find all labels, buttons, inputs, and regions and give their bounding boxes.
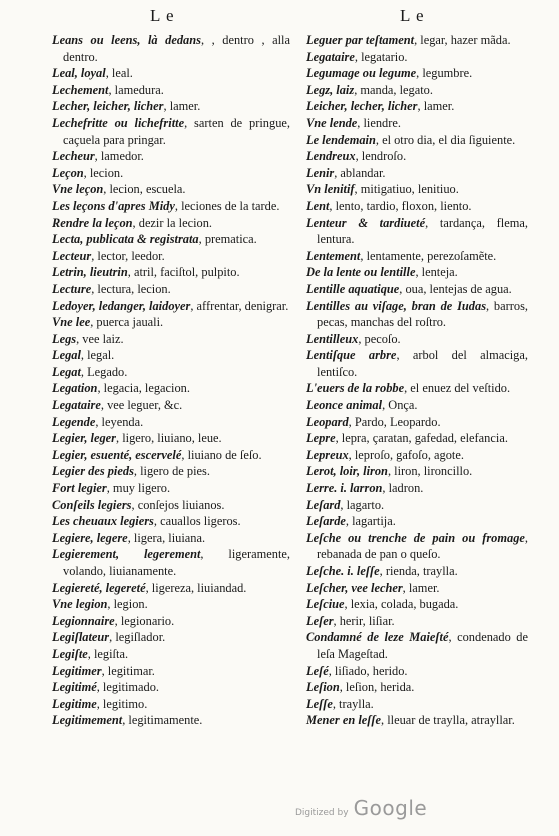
entry-translation: , ligereza, liuiandad. bbox=[145, 580, 247, 595]
entry-headword: Leſcher, vee lecher bbox=[306, 580, 403, 595]
dictionary-entry bbox=[52, 347, 290, 364]
dictionary-entry bbox=[306, 580, 528, 597]
dictionary-entry bbox=[52, 546, 290, 579]
dictionary-entry bbox=[306, 613, 528, 630]
entry-translation: , el otro dia, el dia ſiguiente. bbox=[375, 132, 516, 147]
entry-translation: , lamedura. bbox=[108, 82, 164, 97]
entry-headword: Lenteur & tardiueté bbox=[306, 215, 426, 230]
dictionary-entry bbox=[306, 497, 528, 514]
entry-headword: Lecture bbox=[52, 281, 92, 296]
entry-headword: Leſion bbox=[306, 680, 340, 695]
entry-headword: Legataire bbox=[52, 398, 101, 413]
entry-headword: Lentiſque arbre bbox=[306, 348, 397, 363]
entry-headword: Leicher, lecher, licher bbox=[306, 99, 418, 114]
dictionary-entry bbox=[52, 712, 290, 729]
entry-headword: Lentilles au viſage, bran de Iudas bbox=[306, 298, 487, 313]
entry-translation: , legion. bbox=[107, 597, 148, 612]
entry-headword: Legier, leger bbox=[52, 431, 116, 446]
entry-translation: , leciones de la tarde. bbox=[174, 198, 280, 213]
entry-translation: , liuiano de ſeſo. bbox=[181, 447, 262, 462]
entry-translation: , lepra, çaratan, gafedad, elefancia. bbox=[335, 431, 508, 446]
entry-translation: , legacia, legacion. bbox=[97, 381, 190, 396]
entry-headword: Leſche ou trenche de pain ou fromage bbox=[306, 530, 525, 545]
entry-translation: , mitigatiuo, lenitiuo. bbox=[354, 182, 459, 197]
entry-headword: Leonce animal bbox=[306, 398, 383, 413]
dictionary-entry bbox=[52, 281, 290, 298]
dictionary-entry bbox=[52, 314, 290, 331]
entry-headword: Lecta, publicata & registrata bbox=[52, 232, 199, 247]
entry-translation: , leyenda. bbox=[95, 414, 144, 429]
entry-translation: , lleuar de traylla, atrayllar. bbox=[381, 713, 515, 728]
entry-translation: , manda, legato. bbox=[354, 82, 433, 97]
dictionary-entry bbox=[306, 447, 528, 464]
entry-headword: Leſciue bbox=[306, 597, 345, 612]
dictionary-entry bbox=[52, 679, 290, 696]
entry-headword: Lendreux bbox=[306, 149, 356, 164]
entry-headword: Letrin, lieutrin bbox=[52, 265, 128, 280]
dictionary-entry bbox=[52, 298, 290, 315]
entry-headword: Leſarde bbox=[306, 514, 346, 529]
entry-translation: , legitimar. bbox=[101, 663, 155, 678]
entry-headword: Legionnaire bbox=[52, 613, 115, 628]
dictionary-entry bbox=[306, 563, 528, 580]
entry-headword: L'euers de la robbe bbox=[306, 381, 405, 396]
dictionary-entry bbox=[306, 712, 528, 729]
entry-headword: Legataire bbox=[306, 49, 355, 64]
entry-headword: Lentement bbox=[306, 248, 361, 263]
entry-headword: Leçon bbox=[52, 165, 84, 180]
dictionary-entry bbox=[52, 198, 290, 215]
entry-headword: Vne leçon bbox=[52, 182, 104, 197]
entry-translation: , dezir la lecion. bbox=[132, 215, 213, 230]
entry-translation: , legumbre. bbox=[416, 66, 473, 81]
entry-headword: Lentilleux bbox=[306, 331, 359, 346]
entry-headword: De la lente ou lentille bbox=[306, 265, 416, 280]
entry-translation: , puerca jauali. bbox=[90, 315, 164, 330]
entry-translation: , legitimo. bbox=[96, 696, 148, 711]
entry-translation: , lagarto. bbox=[340, 497, 385, 512]
left-column bbox=[52, 32, 290, 729]
dictionary-entry bbox=[306, 463, 528, 480]
dictionary-entry bbox=[52, 165, 290, 182]
page-header bbox=[0, 6, 559, 30]
entry-translation: , pecoſo. bbox=[358, 331, 401, 346]
entry-translation: , legionario. bbox=[114, 613, 175, 628]
entry-translation: , lentamente, perezoſamẽte. bbox=[360, 248, 497, 263]
entry-headword: Condamné de leze Maieſté bbox=[306, 630, 449, 645]
entry-headword: Leguer par teſtament bbox=[306, 33, 415, 47]
entry-headword: Vne lee bbox=[52, 315, 91, 330]
entry-headword: Lecteur bbox=[52, 248, 92, 263]
entry-translation: , legiſlador. bbox=[109, 630, 166, 645]
entry-headword: Legz, laiz bbox=[306, 82, 355, 97]
dictionary-entry bbox=[52, 629, 290, 646]
header-left-guide: L e bbox=[150, 6, 175, 25]
entry-headword: Le lendemain bbox=[306, 132, 376, 147]
entry-headword: Leſſe bbox=[306, 696, 333, 711]
dictionary-entry bbox=[52, 380, 290, 397]
dictionary-entry bbox=[306, 132, 528, 149]
entry-translation: , leal. bbox=[105, 66, 133, 81]
entry-headword: Lecher, leicher, licher bbox=[52, 99, 164, 114]
entry-headword: Legier, esuenté, escervelé bbox=[52, 447, 182, 462]
entry-translation: , oua, lentejas de agua. bbox=[399, 281, 512, 296]
dictionary-entry bbox=[306, 380, 528, 397]
entry-headword: Conſeils legiers bbox=[52, 497, 132, 512]
entry-translation: , legar, hazer mãda. bbox=[414, 33, 511, 47]
entry-translation: , legal. bbox=[80, 348, 115, 363]
entry-translation: , traylla. bbox=[332, 696, 374, 711]
dictionary-entry bbox=[52, 65, 290, 82]
dictionary-entry bbox=[306, 629, 528, 662]
entry-headword: Leans ou leens, là dedans bbox=[52, 33, 201, 47]
dictionary-entry bbox=[306, 165, 528, 182]
dictionary-entry bbox=[306, 530, 528, 563]
dictionary-entry bbox=[306, 480, 528, 497]
entry-headword: Lentille aquatique bbox=[306, 281, 400, 296]
entry-headword: Rendre la leçon bbox=[52, 215, 133, 230]
dictionary-entry bbox=[306, 596, 528, 613]
entry-translation: , ligeramente, volando, liuianamente. bbox=[63, 547, 290, 578]
entry-translation: , lexia, colada, bugada. bbox=[344, 597, 459, 612]
entry-headword: Lecheur bbox=[52, 149, 95, 164]
entry-headword: Fort legier bbox=[52, 481, 107, 496]
entry-headword: Les cheuaux legiers bbox=[52, 514, 154, 529]
dictionary-entry bbox=[52, 613, 290, 630]
dictionary-entry bbox=[52, 430, 290, 447]
dictionary-entry bbox=[52, 364, 290, 381]
entry-headword: Legiereté, legereté bbox=[52, 580, 146, 595]
entry-headword: Lepreux bbox=[306, 447, 349, 462]
dictionary-entry bbox=[306, 414, 528, 431]
entry-headword: Leſard bbox=[306, 497, 341, 512]
google-watermark: Google bbox=[353, 796, 428, 820]
entry-translation: , ligero, liuiano, leue. bbox=[116, 431, 222, 446]
entry-headword: Leſer bbox=[306, 613, 334, 628]
entry-translation: , arbol del almaciga, lentiſco. bbox=[317, 348, 528, 379]
entry-headword: Legiſlateur bbox=[52, 630, 110, 645]
entry-headword: Lerre. i. larron bbox=[306, 481, 383, 496]
entry-headword: Legiſte bbox=[52, 646, 88, 661]
entry-translation: , rebanada de pan o queſo. bbox=[317, 530, 528, 562]
entry-headword: Vn lenitif bbox=[306, 182, 355, 197]
right-column bbox=[306, 32, 528, 729]
entry-translation: , tardança, flema, lentura. bbox=[317, 215, 528, 247]
entry-translation: , ligera, liuiana. bbox=[127, 530, 206, 545]
entry-headword: Legation bbox=[52, 381, 98, 396]
entry-translation: , liendre. bbox=[357, 115, 401, 130]
entry-headword: Leſé bbox=[306, 663, 329, 678]
entry-headword: Mener en leſſe bbox=[306, 713, 382, 728]
entry-translation: , legitimado. bbox=[96, 680, 160, 695]
dictionary-entry bbox=[306, 98, 528, 115]
entry-translation: , lamer. bbox=[163, 99, 201, 114]
dictionary-entry bbox=[52, 646, 290, 663]
entry-headword: Ledoyer, ledanger, laidoyer bbox=[52, 298, 191, 313]
entry-translation: , lectura, lecion. bbox=[91, 281, 171, 296]
dictionary-entry bbox=[306, 397, 528, 414]
entry-headword: Lechefritte ou lichefritte bbox=[52, 115, 185, 130]
dictionary-entry bbox=[306, 49, 528, 66]
entry-translation: , legiſta. bbox=[87, 646, 129, 661]
dictionary-entry bbox=[306, 264, 528, 281]
dictionary-entry bbox=[52, 463, 290, 480]
dictionary-entry bbox=[52, 115, 290, 148]
entry-translation: , el enuez del veſtido. bbox=[404, 381, 511, 396]
digitized-label: Digitized by bbox=[295, 808, 349, 818]
entry-translation: , rienda, traylla. bbox=[379, 564, 458, 578]
dictionary-entry bbox=[306, 281, 528, 298]
entry-translation: , lamer. bbox=[402, 580, 440, 595]
entry-headword: Legitimé bbox=[52, 680, 97, 695]
entry-translation: , lecion, escuela. bbox=[103, 182, 186, 197]
entry-headword: Vne legion bbox=[52, 597, 108, 612]
entry-translation: , conſejos liuianos. bbox=[131, 497, 225, 512]
dictionary-entry bbox=[306, 181, 528, 198]
entry-headword: Leſche. i. leſſe bbox=[306, 564, 380, 578]
entry-translation: , legitimamente. bbox=[122, 713, 203, 728]
dictionary-entry bbox=[52, 447, 290, 464]
dictionary-entry bbox=[306, 65, 528, 82]
entry-translation: , ligero de pies. bbox=[133, 464, 210, 479]
entry-translation: , lecion. bbox=[83, 165, 124, 180]
dictionary-entry bbox=[306, 298, 528, 331]
dictionary-entry bbox=[52, 331, 290, 348]
header-right-guide: L e bbox=[400, 6, 425, 25]
entry-translation: , atril, faciſtol, pulpito. bbox=[127, 265, 240, 280]
dictionary-entry bbox=[306, 148, 528, 165]
dictionary-entry bbox=[52, 248, 290, 265]
entry-headword: Lepre bbox=[306, 431, 336, 446]
entry-translation: , leproſo, gafoſo, agote. bbox=[348, 447, 464, 462]
entry-headword: Legende bbox=[52, 414, 96, 429]
dictionary-entry bbox=[306, 663, 528, 680]
entry-translation: , Pardo, Leopardo. bbox=[348, 414, 441, 429]
dictionary-entry bbox=[52, 98, 290, 115]
entry-translation: , lenteja. bbox=[415, 265, 458, 280]
dictionary-entry bbox=[52, 497, 290, 514]
entry-translation: , muy ligero. bbox=[106, 481, 171, 496]
entry-translation: , Onça. bbox=[382, 398, 418, 413]
entry-translation: , prematica. bbox=[198, 232, 257, 247]
dictionary-entry bbox=[306, 215, 528, 248]
dictionary-entry bbox=[306, 82, 528, 99]
entry-translation: , condenado de leſa Mageſtad. bbox=[317, 630, 528, 661]
entry-headword: Legitimement bbox=[52, 713, 123, 728]
entry-headword: Vne lende bbox=[306, 115, 358, 130]
entry-translation: , , dentro , alla dentro. bbox=[63, 33, 290, 64]
dictionary-entry bbox=[52, 513, 290, 530]
dictionary-entry bbox=[306, 679, 528, 696]
entry-headword: Lenir bbox=[306, 165, 335, 180]
entry-headword: Legitimer bbox=[52, 663, 102, 678]
entry-headword: Legs bbox=[52, 331, 77, 346]
entry-translation: , sarten de pringue, caçuela para pringar. bbox=[63, 115, 290, 147]
entry-translation: , affrentar, denigrar. bbox=[190, 298, 289, 313]
entry-headword: Legiere, legere bbox=[52, 530, 128, 545]
dictionary-entry bbox=[306, 347, 528, 380]
dictionary-entry bbox=[306, 248, 528, 265]
dictionary-entry bbox=[52, 480, 290, 497]
dictionary-entry bbox=[52, 264, 290, 281]
entry-headword: Legal bbox=[52, 348, 81, 363]
entry-headword: Legat bbox=[52, 364, 81, 379]
dictionary-entry bbox=[52, 148, 290, 165]
entry-headword: Leal, loyal bbox=[52, 66, 106, 81]
entry-translation: , herir, liſiar. bbox=[333, 613, 395, 628]
dictionary-entry bbox=[306, 32, 528, 49]
entry-translation: , lagartija. bbox=[345, 514, 396, 529]
entry-translation: , barros, pecas, manchas del roſtro. bbox=[317, 298, 528, 330]
entry-headword: Legier des pieds bbox=[52, 464, 134, 479]
entry-translation: , lamedor. bbox=[94, 149, 144, 164]
dictionary-entry bbox=[52, 580, 290, 597]
dictionary-entry bbox=[52, 32, 290, 65]
entry-translation: , liron, lironcillo. bbox=[387, 464, 473, 479]
entry-translation: , liſiado, herido. bbox=[328, 663, 408, 678]
entry-translation: , vee laiz. bbox=[76, 331, 124, 346]
dictionary-entry bbox=[52, 181, 290, 198]
entry-translation: , lendroſo. bbox=[355, 149, 407, 164]
entry-headword: Lechement bbox=[52, 82, 109, 97]
dictionary-entry bbox=[52, 530, 290, 547]
dictionary-entry bbox=[306, 696, 528, 713]
entry-translation: , lamer. bbox=[417, 99, 455, 114]
entry-headword: Legumage ou legume bbox=[306, 66, 417, 81]
entry-headword: Lent bbox=[306, 198, 330, 213]
entry-translation: , leſion, herida. bbox=[339, 680, 415, 695]
dictionary-entry bbox=[52, 663, 290, 680]
dictionary-entry bbox=[52, 82, 290, 99]
dictionary-entry bbox=[306, 331, 528, 348]
entry-headword: Lerot, loir, liron bbox=[306, 464, 388, 479]
dictionary-entry bbox=[52, 696, 290, 713]
entry-translation: , ladron. bbox=[382, 481, 424, 496]
dictionary-entry bbox=[52, 215, 290, 232]
entry-headword: Les leçons d'apres Midy bbox=[52, 198, 175, 213]
entry-headword: Legitime bbox=[52, 696, 97, 711]
dictionary-entry bbox=[306, 513, 528, 530]
entry-translation: , cauallos ligeros. bbox=[153, 514, 241, 529]
dictionary-entry bbox=[52, 231, 290, 248]
entry-translation: , lector, leedor. bbox=[91, 248, 165, 263]
entry-headword: Legierement, legerement bbox=[52, 547, 201, 562]
dictionary-entry bbox=[52, 397, 290, 414]
entry-translation: , vee leguer, &c. bbox=[100, 398, 183, 413]
dictionary-entry bbox=[52, 596, 290, 613]
entry-translation: , Legado. bbox=[80, 364, 128, 379]
entry-translation: , legatario. bbox=[354, 49, 408, 64]
digitized-footer bbox=[295, 796, 427, 820]
entry-translation: , ablandar. bbox=[334, 165, 386, 180]
dictionary-entry bbox=[306, 115, 528, 132]
dictionary-entry bbox=[52, 414, 290, 431]
entry-translation: , lento, tardio, floxon, liento. bbox=[329, 198, 472, 213]
entry-headword: Leopard bbox=[306, 414, 349, 429]
dictionary-entry bbox=[306, 198, 528, 215]
dictionary-entry bbox=[306, 430, 528, 447]
